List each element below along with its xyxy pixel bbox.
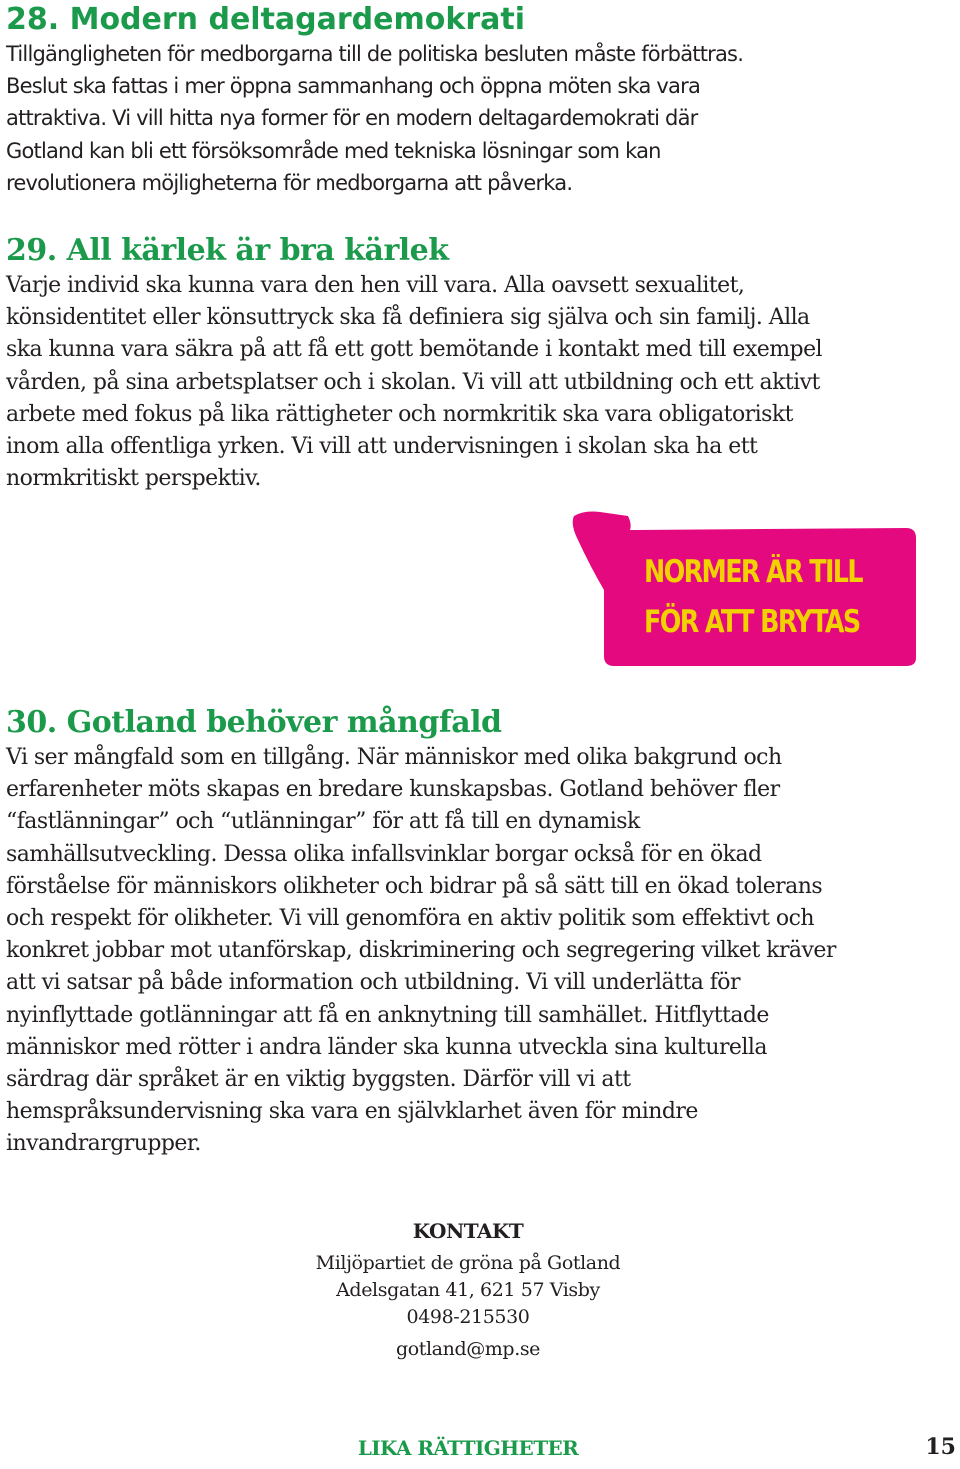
- section-29-line: könsidentitet eller könsuttryck ska få definiera sig själva och sin familj. Alla: [6, 305, 810, 331]
- section-29-line: inom alla offentliga yrken. Vi vill att undervisningen i skolan ska ha ett: [6, 433, 758, 459]
- section-30-line: människor med rötter i andra länder ska kunna utveckla sina kulturella: [6, 1034, 767, 1060]
- page-number: 15: [925, 1434, 956, 1460]
- section-29-line: arbete med fokus på lika rättigheter och normkritik ska vara obligatoriskt: [6, 401, 793, 427]
- section-30-line: invandrargrupper.: [6, 1131, 201, 1157]
- section-30-line: Vi ser mångfald som en tillgång. När människor med olika bakgrund och: [6, 745, 782, 770]
- speech-bubble-shape: [570, 510, 920, 670]
- contact-organization: Miljöpartiet de gröna på Gotland: [315, 1252, 621, 1274]
- contact-phone: 0498-215530: [406, 1306, 530, 1328]
- section-28-line: Beslut ska fattas i mer öppna sammanhang och öppna möten ska vara: [6, 74, 701, 99]
- contact-title: KONTAKT: [412, 1219, 524, 1243]
- section-29-line: ska kunna vara säkra på att få ett gott bemötande i kontakt med till exempel: [6, 337, 823, 363]
- section-30-body: [6, 742, 946, 1160]
- footer-label: LIKA RÄTTIGHETER: [357, 1436, 579, 1460]
- section-28-line: Tillgängligheten för medborgarna till de politiska besluten måste förbättras.: [6, 42, 744, 66]
- section-30-line: konkret jobbar mot utanförskap, diskriminering och segregering vilket kräver: [6, 938, 836, 964]
- section-28-line: revolutionera möjligheterna för medborgarna att påverka.: [6, 170, 573, 195]
- section-29-line: Varje individ ska kunna vara den hen vill vara. Alla oavsett sexualitet,: [6, 273, 745, 298]
- callout-speech-bubble: [570, 510, 920, 670]
- section-30-line: samhällsutveckling. Dessa olika infallsvinklar borgar också för en ökad: [6, 841, 762, 867]
- section-29-line: vården, på sina arbetsplatser och i skolan. Vi vill att utbildning och ett aktivt: [6, 369, 820, 395]
- callout-line-2: FÖR ATT BRYTAS: [644, 604, 860, 640]
- section-30-line: “fastlänningar” och “utlänningar” för att få till en dynamisk: [6, 809, 640, 835]
- contact-email: gotland@mp.se: [395, 1338, 541, 1360]
- section-29-body: [6, 270, 946, 495]
- section-30-line: och respekt för olikheter. Vi vill genomföra en aktiv politik som effektivt och: [6, 905, 814, 931]
- section-30-line: särdrag där språket är en viktig byggsten. Därför vill vi att: [6, 1066, 631, 1092]
- section-28-line: Gotland kan bli ett försöksområde med tekniska lösningar som kan: [6, 138, 661, 163]
- section-30-line: hemspråksundervisning ska vara en självklarhet även för mindre: [6, 1099, 698, 1125]
- section-29-title: 29. All kärlek är bra kärlek: [6, 233, 449, 268]
- contact-address: Adelsgatan 41, 621 57 Visby: [336, 1279, 600, 1301]
- section-28-title: 28. Modern deltagardemokrati: [6, 2, 525, 37]
- callout-line-1: NORMER ÄR TILL: [644, 554, 862, 590]
- section-29-line: normkritiskt perspektiv.: [6, 466, 261, 492]
- section-28-body: [6, 38, 946, 199]
- section-30-line: erfarenheter möts skapas en bredare kunskapsbas. Gotland behöver fler: [6, 777, 780, 803]
- section-28-line: attraktiva. Vi vill hitta nya former för en modern deltagardemokrati där: [6, 106, 698, 131]
- section-30-line: förståelse för människors olikheter och bidrar på så sätt till en ökad tolerans: [6, 873, 823, 899]
- section-30-title: 30. Gotland behöver mångfald: [6, 705, 502, 740]
- section-30-line: nyinflyttade gotlänningar att få en anknytning till samhället. Hitflyttade: [6, 1002, 769, 1028]
- section-30-line: att vi satsar på både information och utbildning. Vi vill underlätta för: [6, 970, 740, 996]
